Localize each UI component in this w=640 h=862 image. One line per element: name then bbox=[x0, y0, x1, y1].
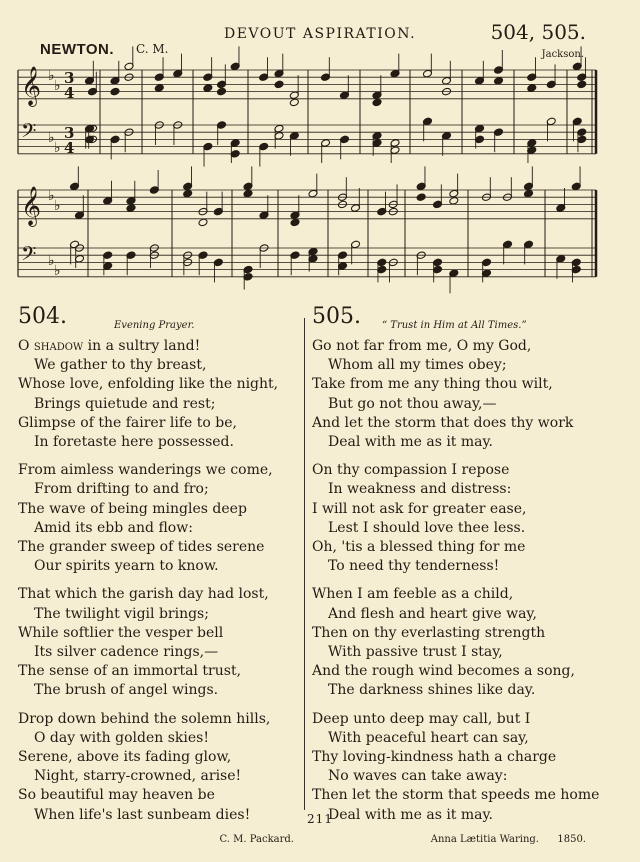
first-words: O shadow bbox=[18, 338, 84, 354]
verse-line: Whom all my times obey; bbox=[328, 357, 507, 374]
hymn-504-number: 504. bbox=[18, 304, 67, 329]
time-signature-top: 3 bbox=[64, 124, 75, 142]
flat-sign-icon: ♭ bbox=[48, 253, 55, 269]
flat-sign-icon: ♭ bbox=[54, 263, 61, 279]
time-signature-bottom: 4 bbox=[64, 84, 75, 102]
verse-line: O day with golden skies! bbox=[34, 729, 209, 746]
note-head bbox=[203, 84, 213, 93]
verse-line bbox=[18, 337, 298, 356]
verse-line: Serene, above its fading glow, bbox=[18, 749, 232, 766]
stanza bbox=[18, 461, 298, 576]
verse-line: Our spirits yearn to know. bbox=[34, 558, 219, 575]
verse-line: From aimless wanderings we come, bbox=[18, 462, 273, 479]
bass-clef-icon: 𝄢 bbox=[21, 119, 37, 147]
verse-line: The darkness shines like day. bbox=[328, 682, 536, 699]
verse-line: The wave of being mingles deep bbox=[18, 500, 247, 517]
note-head bbox=[524, 189, 534, 198]
verse-line: Then on thy everlasting strength bbox=[312, 624, 546, 641]
page-number: 211 bbox=[307, 812, 333, 826]
flat-sign-icon: ♭ bbox=[48, 188, 55, 204]
tune-name: NEWTON. bbox=[40, 41, 115, 58]
verse-line: Then let the storm that speeds me home bbox=[312, 787, 600, 804]
stanza bbox=[312, 710, 612, 825]
verse-line: Deal with me as it may. bbox=[328, 434, 494, 451]
verse-line: We gather to thy breast, bbox=[34, 357, 207, 374]
hymn-505-author bbox=[312, 830, 612, 849]
treble-clef-icon: 𝄞 bbox=[21, 186, 42, 226]
hymn-505-year: 1850. bbox=[557, 833, 586, 845]
note-head bbox=[274, 80, 284, 89]
music-score bbox=[0, 0, 640, 310]
verse-line: Take from me any thing thou wilt, bbox=[312, 376, 553, 393]
note-head bbox=[289, 98, 299, 107]
stanza bbox=[312, 337, 612, 452]
page-title: DEVOUT ASPIRATION. bbox=[223, 26, 417, 42]
time-signature-bottom: 4 bbox=[64, 139, 75, 157]
hymn-504-author: C. M. Packard. bbox=[219, 833, 294, 845]
verse-line: Drop down behind the solemn hills, bbox=[18, 710, 271, 727]
note-head bbox=[198, 218, 208, 227]
note-head bbox=[154, 84, 164, 93]
note-head bbox=[126, 204, 136, 213]
verse-line: Go not far from me, O my God, bbox=[312, 338, 532, 354]
verse-line: And the rough wind becomes a song, bbox=[312, 663, 575, 680]
note-head bbox=[243, 189, 253, 198]
flat-sign-icon: ♭ bbox=[54, 198, 61, 214]
note-head bbox=[183, 189, 193, 198]
verse-line: The sense of an immortal trust, bbox=[18, 663, 242, 680]
verse-line: On thy compassion I repose bbox=[312, 462, 510, 479]
verse-line: With peaceful heart can say, bbox=[328, 729, 529, 746]
treble-clef-icon: 𝄞 bbox=[21, 66, 42, 106]
verse-line: To need thy tenderness! bbox=[328, 558, 500, 575]
note-head bbox=[290, 218, 300, 227]
stanza bbox=[312, 585, 612, 700]
flat-sign-icon: ♭ bbox=[54, 140, 61, 156]
note-head bbox=[527, 84, 537, 93]
verse-line: Thy loving-kindness hath a charge bbox=[312, 749, 557, 766]
verse-line: And let the storm that does thy work bbox=[312, 414, 574, 431]
hymn-505-author-name: Anna Lætitia Waring. bbox=[430, 833, 539, 845]
hymn-505-stanzas bbox=[312, 337, 612, 825]
flat-sign-icon: ♭ bbox=[48, 130, 55, 146]
verse-line: Its silver cadence rings,— bbox=[34, 644, 219, 661]
verse-line: Oh, 'tis a blessed thing for me bbox=[312, 539, 526, 556]
first-line-rest: in a sultry land! bbox=[83, 338, 201, 354]
verse-line: Deal with me as it may. bbox=[328, 806, 494, 823]
verse-line: The brush of angel wings. bbox=[34, 682, 219, 699]
note-head bbox=[372, 98, 382, 107]
verse-line: So beautiful may heaven be bbox=[18, 787, 215, 804]
flat-sign-icon: ♭ bbox=[48, 68, 55, 84]
verse-line: From drifting to and fro; bbox=[34, 481, 209, 498]
verse-line: With passive trust I stay, bbox=[328, 644, 503, 661]
verse-line: Amid its ebb and flow: bbox=[34, 519, 193, 536]
verse-line: Deep unto deep may call, but I bbox=[312, 710, 531, 727]
verse-line: While softlier the vesper bell bbox=[18, 624, 224, 641]
stanza bbox=[312, 461, 612, 576]
verse-line: That which the garish day had lost, bbox=[18, 586, 269, 603]
tune-meter: C. M. bbox=[136, 42, 169, 56]
note-head bbox=[217, 87, 227, 96]
stanza bbox=[18, 585, 298, 700]
verse-line: The twilight vigil brings; bbox=[34, 605, 209, 622]
note-head bbox=[416, 193, 426, 202]
note-head bbox=[110, 87, 120, 96]
bass-clef-icon: 𝄢 bbox=[21, 242, 37, 270]
column-divider bbox=[304, 318, 305, 810]
note-head bbox=[449, 197, 459, 206]
verse-line: Lest I should love thee less. bbox=[328, 519, 526, 536]
flat-sign-icon: ♭ bbox=[54, 78, 61, 94]
hymn-505 bbox=[312, 304, 612, 849]
verse-line: Glimpse of the fairer life to be, bbox=[18, 414, 237, 431]
hymn-505-number: 505. bbox=[312, 304, 361, 329]
hymn-numbers: 504, 505. bbox=[490, 20, 586, 44]
verse-line: When life's last sunbeam dies! bbox=[34, 806, 251, 823]
note-head bbox=[494, 77, 504, 86]
stanza bbox=[18, 710, 298, 825]
verse-line: Brings quietude and rest; bbox=[34, 395, 216, 412]
time-signature-top: 3 bbox=[64, 69, 75, 87]
verse-line: Night, starry-crowned, arise! bbox=[34, 768, 242, 785]
verse-line: But go not thou away,— bbox=[328, 395, 497, 412]
verse-line: Whose love, enfolding like the night, bbox=[18, 376, 279, 393]
verse-line: When I am feeble as a child, bbox=[312, 586, 514, 603]
verse-line: I will not ask for greater ease, bbox=[312, 500, 527, 517]
composer: Jackson. bbox=[541, 49, 584, 60]
verse-line: In foretaste here possessed. bbox=[34, 434, 234, 451]
hymn-504-stanzas bbox=[18, 337, 298, 825]
stanza bbox=[18, 337, 298, 452]
verse-line: In weakness and distress: bbox=[328, 481, 512, 498]
verse-line: And flesh and heart give way, bbox=[328, 605, 537, 622]
hymn-505-subtitle: “ Trust in Him at All Times.” bbox=[382, 320, 527, 331]
hymn-504 bbox=[18, 304, 298, 849]
verse-line: No waves can take away: bbox=[328, 768, 508, 785]
note-head bbox=[577, 80, 587, 89]
hymn-504-subtitle: Evening Prayer. bbox=[114, 320, 195, 331]
verse-line: The grander sweep of tides serene bbox=[18, 539, 265, 556]
